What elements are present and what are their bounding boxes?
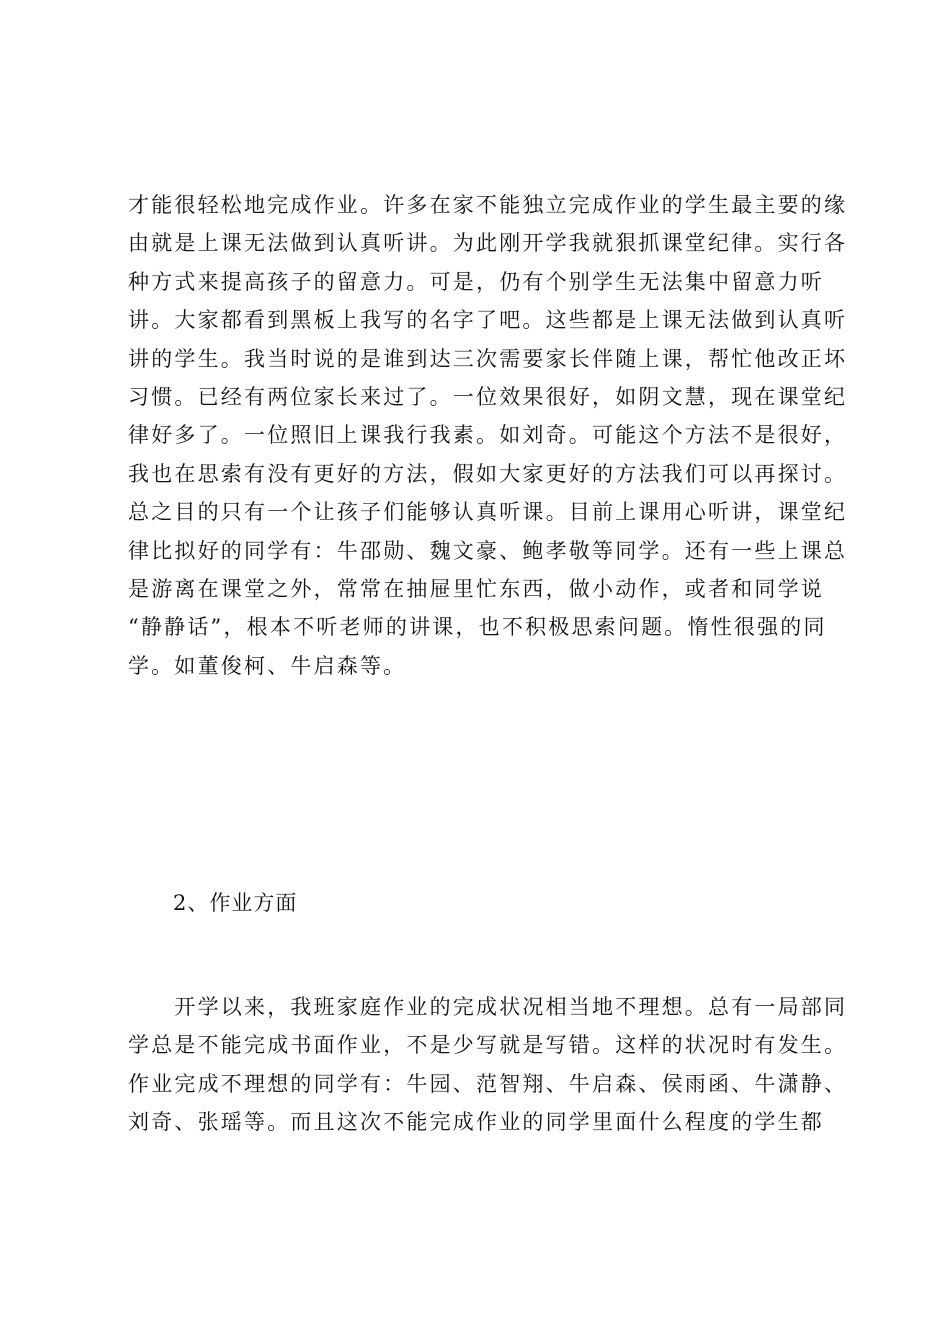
text-line: 刘奇、张瑶等。而且这次不能完成作业的同学里面什么程度的学生都 xyxy=(128,1110,824,1135)
text-line: 是游离在课堂之外，常常在抽屉里忙东西，做小动作，或者和同学说 xyxy=(128,576,824,601)
text-line: 由就是上课无法做到认真听讲。为此刚开学我就狠抓课堂纪律。实行各 xyxy=(128,231,848,256)
text-line: 才能很轻松地完成作业。许多在家不能独立完成作业的学生最主要的缘 xyxy=(128,193,848,217)
text-line: 习惯。已经有两位家长来过了。一位效果很好，如阴文慧，现在课堂纪 xyxy=(128,384,848,409)
text-line: 作业完成不理想的同学有：牛园、范智翔、牛启森、侯雨函、牛潇静、 xyxy=(128,1071,848,1096)
paragraph-classroom-discipline xyxy=(128,186,848,685)
text-line: 开学以来，我班家庭作业的完成状况相当地不理想。总有一局部同 xyxy=(128,995,848,1019)
text-line: 我也在思索有没有更好的方法，假如大家更好的方法我们可以再探讨。 xyxy=(128,461,848,486)
text-line: 总之目的只有一个让孩子们能够认真听课。目前上课用心听讲，课堂纪 xyxy=(128,500,848,525)
text-line: “静静话”，根本不听老师的讲课，也不积极思索问题。惰性很强的同 xyxy=(128,615,827,640)
section-heading xyxy=(128,884,828,922)
text-line: 讲的学生。我当时说的是谁到达三次需要家长伴随上课，帮忙他改正坏 xyxy=(128,346,848,371)
text-line: 讲。大家都看到黑板上我写的名字了吧。这些都是上课无法做到认真听 xyxy=(128,308,848,333)
text-line: 学。如董俊柯、牛启森等。 xyxy=(128,653,407,678)
text-line: 学总是不能完成书面作业，不是少写就是写错。这样的状况时有发生。 xyxy=(128,1033,848,1058)
text-line: 种方式来提高孩子的留意力。可是，仍有个别学生无法集中留意力听 xyxy=(128,269,824,294)
section-heading-text: 2、作业方面 xyxy=(173,891,298,915)
text-line: 律比拟好的同学有：牛邵勋、魏文豪、鲍孝敬等同学。还有一些上课总 xyxy=(128,538,848,563)
paragraph-homework xyxy=(128,988,848,1142)
text-line: 律好多了。一位照旧上课我行我素。如刘奇。可能这个方法不是很好， xyxy=(128,423,848,448)
